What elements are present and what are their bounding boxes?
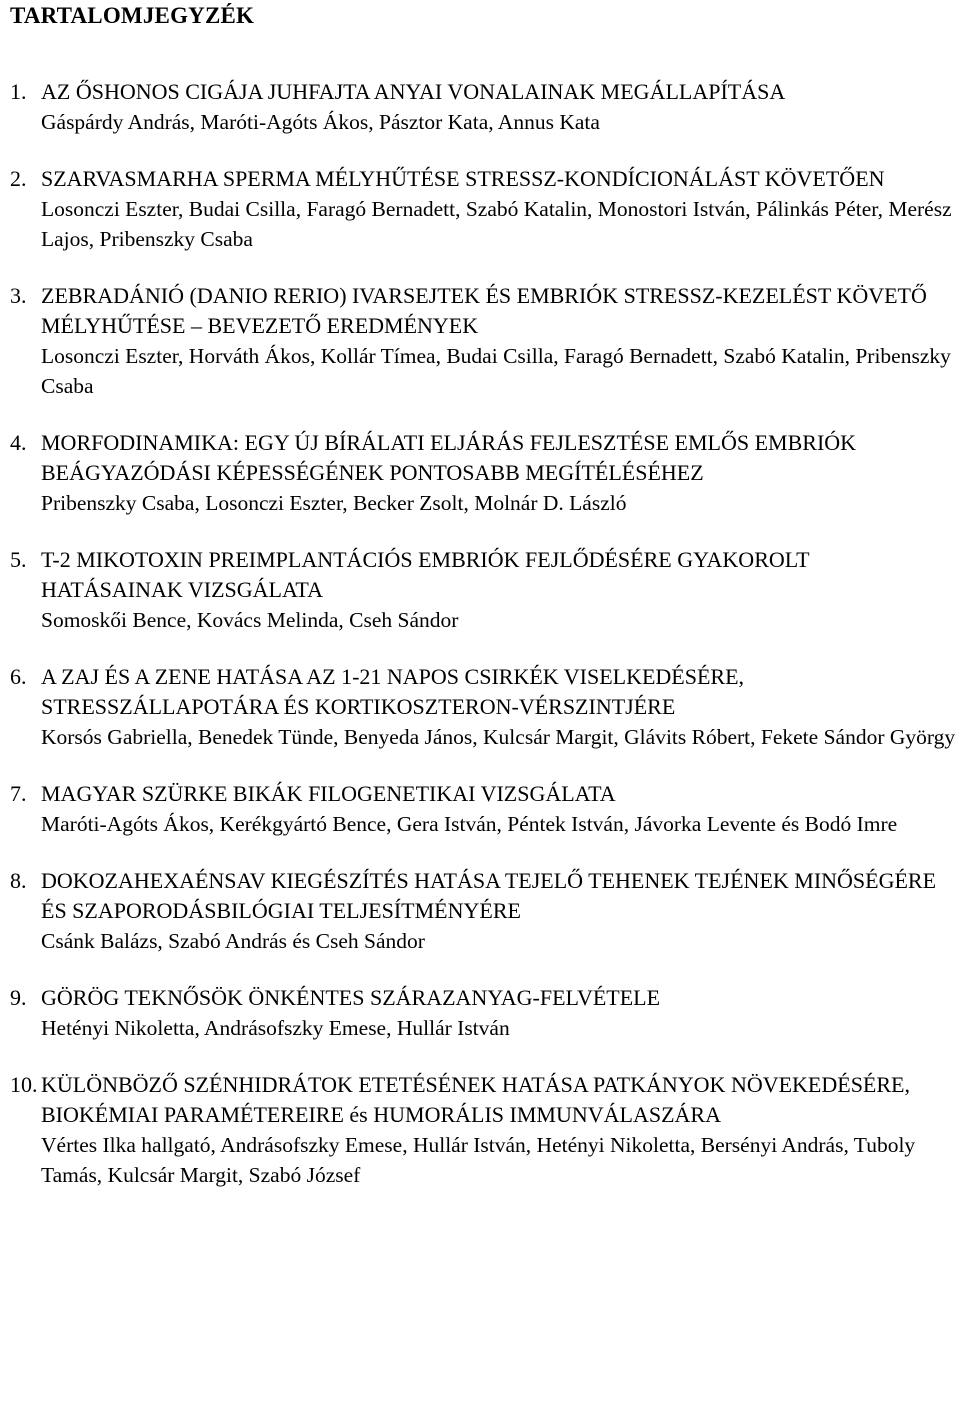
toc-entry-title: ZEBRADÁNIÓ (DANIO RERIO) IVARSEJTEK ÉS EMBRIÓK STRESSZ-KEZELÉST KÖVETŐ MÉLYHŰTÉSE – BEVEZETŐ EREDMÉNYEK (41, 283, 927, 338)
toc-entry-authors: Hetényi Nikoletta, Andrásofszky Emese, Hullár István (41, 1016, 510, 1040)
toc-entry-title: MAGYAR SZÜRKE BIKÁK FILOGENETIKAI VIZSGÁLATA (41, 781, 616, 806)
toc-entry-number: 8. (10, 868, 27, 893)
toc-entry-number: 10. (10, 1072, 38, 1097)
toc-entry-1 (10, 77, 956, 137)
toc-entry-title: SZARVASMARHA SPERMA MÉLYHŰTÉSE STRESSZ-KONDÍCIONÁLÁST KÖVETŐEN (41, 166, 885, 191)
toc-entry-authors: Gáspárdy András, Maróti-Agóts Ákos, Pásztor Kata, Annus Kata (41, 110, 600, 134)
toc-entry-title: AZ ŐSHONOS CIGÁJA JUHFAJTA ANYAI VONALAINAK MEGÁLLAPÍTÁSA (41, 79, 786, 104)
toc-entry-authors: Somoskői Bence, Kovács Melinda, Cseh Sándor (41, 608, 459, 632)
toc-entry-authors: Korsós Gabriella, Benedek Tünde, Benyeda János, Kulcsár Margit, Glávits Róbert, Fekete Sándor György (41, 725, 956, 749)
toc-entry-number: 5. (10, 547, 27, 572)
toc-entry-number: 6. (10, 664, 27, 689)
toc-heading: TARTALOMJEGYZÉK (10, 3, 255, 28)
toc-list (10, 77, 956, 1190)
toc-entry-authors: Pribenszky Csaba, Losonczi Eszter, Becker Zsolt, Molnár D. László (41, 491, 627, 515)
toc-entry-authors: Losonczi Eszter, Horváth Ákos, Kollár Tímea, Budai Csilla, Faragó Bernadett, Szabó Katalin, Pribenszky Csaba (41, 344, 951, 398)
toc-entry-number: 3. (10, 283, 27, 308)
toc-entry-authors: Csánk Balázs, Szabó András és Cseh Sándor (41, 929, 425, 953)
toc-entry-authors: Maróti-Agóts Ákos, Kerékgyártó Bence, Gera István, Péntek István, Jávorka Levente és Bodó Imre (41, 812, 898, 836)
toc-entry-2 (10, 164, 956, 254)
toc-entry-number: 4. (10, 430, 27, 455)
toc-entry-authors: Vértes Ilka hallgató, Andrásofszky Emese, Hullár István, Hetényi Nikoletta, Bersényi András, Tuboly Tamás, Kulcsár Margit, Szabó József (41, 1133, 916, 1187)
toc-entry-number: 2. (10, 166, 27, 191)
toc-entry-6 (10, 662, 956, 752)
toc-entry-10 (10, 1070, 956, 1190)
toc-entry-title: MORFODINAMIKA: EGY ÚJ BÍRÁLATI ELJÁRÁS FEJLESZTÉSE EMLŐS EMBRIÓK BEÁGYAZÓDÁSI KÉPESSÉGÉNEK PONTOSABB MEGÍTÉLÉSÉHEZ (41, 430, 857, 485)
toc-entry-5 (10, 545, 956, 635)
toc-entry-title: A ZAJ ÉS A ZENE HATÁSA AZ 1-21 NAPOS CSIRKÉK VISELKEDÉSÉRE, STRESSZÁLLAPOTÁRA ÉS KORTIKOSZTERON-VÉRSZINTJÉRE (41, 664, 745, 719)
toc-entry-8 (10, 866, 956, 956)
toc-entry-title: KÜLÖNBÖZŐ SZÉNHIDRÁTOK ETETÉSÉNEK HATÁSA PATKÁNYOK NÖVEKEDÉSÉRE, BIOKÉMIAI PARAMÉTEREIRE és HUMORÁLIS IMMUNVÁLASZÁRA (41, 1072, 910, 1127)
toc-entry-number: 7. (10, 781, 27, 806)
toc-entry-number: 9. (10, 985, 27, 1010)
toc-entry-7 (10, 779, 956, 839)
toc-entry-4 (10, 428, 956, 518)
toc-entry-authors: Losonczi Eszter, Budai Csilla, Faragó Bernadett, Szabó Katalin, Monostori István, Pálinkás Péter, Merész Lajos, Pribenszky Csaba (41, 197, 952, 251)
toc-entry-3 (10, 281, 956, 401)
toc-entry-title: DOKOZAHEXAÉNSAV KIEGÉSZÍTÉS HATÁSA TEJELŐ TEHENEK TEJÉNEK MINŐSÉGÉRE ÉS SZAPORODÁSBILÓGIAI TELJESÍTMÉNYÉRE (41, 868, 937, 923)
toc-entry-9 (10, 983, 956, 1043)
toc-entry-title: T-2 MIKOTOXIN PREIMPLANTÁCIÓS EMBRIÓK FEJLŐDÉSÉRE GYAKOROLT HATÁSAINAK VIZSGÁLATA (41, 547, 810, 602)
toc-entry-title: GÖRÖG TEKNŐSÖK ÖNKÉNTES SZÁRAZANYAG-FELVÉTELE (41, 985, 661, 1010)
toc-entry-number: 1. (10, 79, 27, 104)
